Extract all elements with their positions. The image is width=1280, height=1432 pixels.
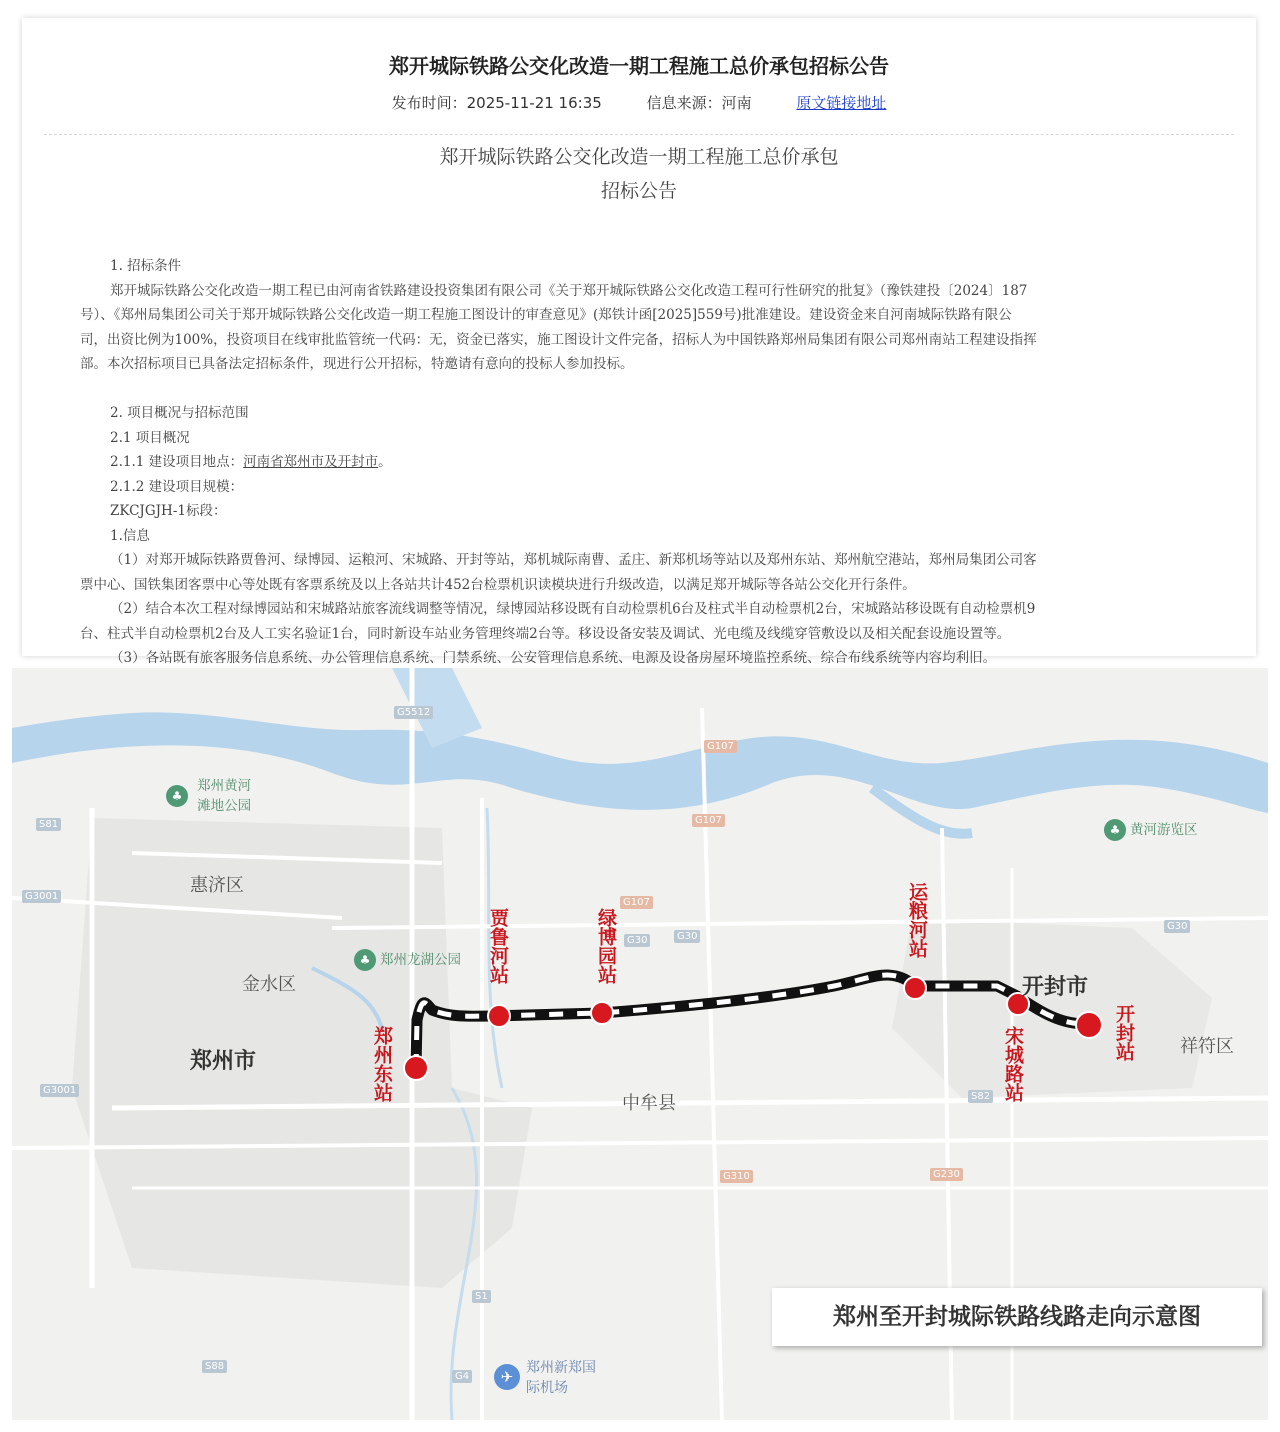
station-label: 宋城路站 bbox=[1002, 1026, 1024, 1102]
paragraph-line: （3）各站既有旅客服务信息系统、办公管理信息系统、门禁系统、公安管理信息系统、电源及设备房屋环境监控系统、综合布线系统等内容均利旧。 bbox=[110, 650, 997, 666]
park-poi bbox=[166, 776, 251, 816]
road-shield: S81 bbox=[36, 818, 61, 831]
road-shield: G4 bbox=[452, 1370, 472, 1383]
spacer bbox=[80, 377, 1198, 402]
project-location-line bbox=[80, 450, 1198, 475]
airplane-icon: ✈ bbox=[494, 1364, 520, 1390]
road-shield: G30 bbox=[1164, 920, 1190, 933]
tree-icon: ♣ bbox=[354, 949, 376, 971]
tender-notice bbox=[22, 18, 1256, 666]
paragraph-line: 票中心、国铁集团客票中心等处既有客票系统及以上各站共计452台检票机识读模块进行升级改造，以满足郑开城际等各站公交化开行条件。 bbox=[80, 576, 916, 593]
publish-time: 发布时间：2025-11-21 16:35 bbox=[391, 94, 602, 112]
station-label: 郑州东站 bbox=[371, 1026, 393, 1102]
notice-body bbox=[80, 254, 1198, 671]
paragraph-line: 台、柱式半自动检票机2台及人工实名验证1台，同时新设车站业务管理终端2台等。移设设备安装及调试、光电缆及线缆穿管敷设以及相关配套设施设置等。 bbox=[80, 625, 1011, 642]
tree-icon: ♣ bbox=[1104, 819, 1126, 841]
info-source: 信息来源：河南 bbox=[646, 94, 752, 112]
location-label: 2.1.1 建设项目地点： bbox=[110, 454, 244, 470]
road-shield: S82 bbox=[968, 1090, 993, 1103]
park-label: 滩地公园 bbox=[197, 798, 252, 814]
paragraph-line: （2）结合本次工程对绿博园站和宋城路站旅客流线调整等情况，绿博园站移设既有自动检票机6台及柱式半自动检票机2台，宋城路站移设既有自动检票机9 bbox=[110, 601, 1036, 617]
station-label: 开封站 bbox=[1113, 1004, 1135, 1061]
lot-label: ZKCJGJH-1标段： bbox=[110, 503, 227, 519]
road-shield: G107 bbox=[704, 740, 737, 753]
district-label: 惠济区 bbox=[190, 875, 244, 896]
subsection-heading: 2.1.2 建设项目规模： bbox=[110, 478, 244, 495]
section-heading: 2. 项目概况与招标范围 bbox=[110, 405, 249, 421]
location-value: 河南省郑州市及开封市 bbox=[243, 454, 379, 470]
park-poi bbox=[354, 948, 461, 971]
road-shield: G107 bbox=[620, 896, 653, 909]
subsection-heading: 2.1 项目概况 bbox=[110, 429, 190, 446]
road-shield: S1 bbox=[472, 1290, 491, 1303]
route-map bbox=[12, 668, 1268, 1420]
park-label: 郑州龙湖公园 bbox=[380, 952, 461, 968]
paragraph-line: 司，出资比例为100%，投资项目在线审批监管统一代码：无，资金已落实，施工图设计文件完备，招标人为中国铁路郑州局集团有限公司郑州南站工程建设指挥 bbox=[80, 331, 1037, 348]
road-shield: G107 bbox=[692, 814, 725, 827]
doc-subtitle: 招标公告 bbox=[600, 180, 677, 202]
road-shield: G30 bbox=[624, 934, 650, 947]
map-caption: 郑州至开封城际铁路线路走向示意图 bbox=[772, 1288, 1262, 1346]
road-shield: G230 bbox=[930, 1168, 963, 1181]
road-shield: G310 bbox=[720, 1170, 753, 1183]
paragraph-line: 号）、《郑州局集团公司关于郑开城际铁路公交化改造一期工程施工图设计的审查意见》(郑铁计函[2025]559号)批准建设。建设资金来自河南城际铁路有限公 bbox=[80, 307, 1012, 323]
city-label: 郑州市 bbox=[190, 1049, 257, 1074]
divider bbox=[44, 134, 1234, 135]
district-label: 祥符区 bbox=[1180, 1036, 1234, 1057]
station-label: 贾鲁河站 bbox=[487, 908, 509, 984]
paragraph-line: （1）对郑开城际铁路贾鲁河、绿博园、运粮河、宋城路、开封等站，郑机城际南曹、孟庄、新郑机场等站以及郑州东站、郑州航空港站，郑州局集团公司客 bbox=[110, 552, 1037, 568]
subsection-heading: 1.信息 bbox=[110, 527, 150, 544]
road-shield: G5512 bbox=[394, 706, 433, 719]
paragraph-line: 部。本次招标项目已具备法定招标条件，现进行公开招标，特邀请有意向的投标人参加投标。 bbox=[80, 356, 634, 372]
city-label: 开封市 bbox=[1022, 975, 1089, 1000]
park-label: 黄河游览区 bbox=[1130, 822, 1198, 838]
road-shield: G3001 bbox=[40, 1084, 79, 1097]
location-end: 。 bbox=[378, 454, 392, 470]
park-poi bbox=[1104, 818, 1198, 841]
tree-icon: ♣ bbox=[166, 785, 188, 807]
section-heading: 1. 招标条件 bbox=[110, 258, 182, 274]
road-shield: G30 bbox=[674, 930, 700, 943]
road-shield: S88 bbox=[202, 1360, 227, 1373]
doc-title: 郑开城际铁路公交化改造一期工程施工总价承包 bbox=[439, 146, 839, 168]
district-label: 中牟县 bbox=[622, 1093, 676, 1114]
meta-row bbox=[22, 92, 1256, 113]
road-shield: G3001 bbox=[22, 890, 61, 903]
park-label: 郑州黄河 bbox=[197, 778, 252, 794]
original-link[interactable]: 原文链接地址 bbox=[796, 94, 887, 112]
district-label: 金水区 bbox=[242, 974, 296, 995]
airport-label: 郑州新郑国际机场 bbox=[526, 1360, 596, 1396]
station-label: 绿博园站 bbox=[595, 908, 617, 984]
paragraph-line: 郑开城际铁路公交化改造一期工程已由河南省铁路建设投资集团有限公司《关于郑开城际铁路公交化改造工程可行性研究的批复》（豫铁建投〔2024〕187 bbox=[110, 282, 1028, 299]
page-title: 郑开城际铁路公交化改造一期工程施工总价承包招标公告 bbox=[389, 54, 889, 78]
station-label: 运粮河站 bbox=[906, 882, 928, 958]
